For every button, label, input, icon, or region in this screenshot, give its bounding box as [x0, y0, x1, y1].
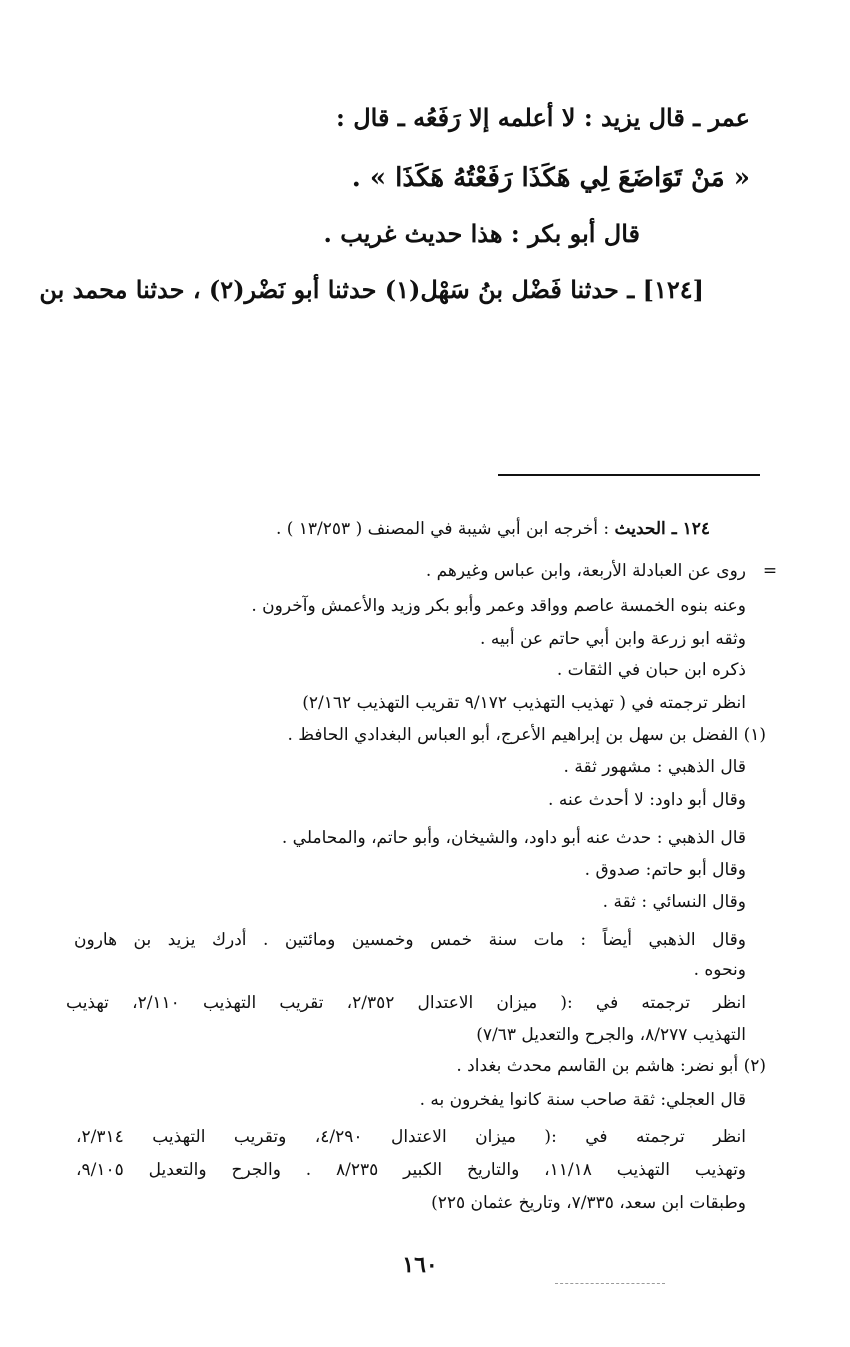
footnote-line-2: وعنه بنوه الخمسة عاصم وواقد وعمر وأبو بكر وزيد والأعمش وآخرون .: [251, 596, 746, 616]
hadith-quote-line: « مَنْ تَوَاضَعَ لِي هَكَذَا رَفَعْتُهُ هَكَذَا » .: [351, 163, 750, 193]
footnote-line-4: ذكره ابن حبان في الثقات .: [556, 660, 746, 680]
page-number: ١٦٠: [402, 1252, 438, 1278]
footnote-hadith-text: : أخرجه ابن أبي شيبة في المصنف ( ١٣/٢٥٣ ) .: [275, 519, 615, 539]
main-text-line-1: عمر ـ قال يزيد : لا أعلمه إلا رَفَعُه ـ قال :: [336, 103, 750, 132]
footnote-1-heading: (١) الفضل بن سهل بن إبراهيم الأعرج، أبو العباس البغدادي الحافظ .: [287, 725, 766, 745]
footnote-2-heading: (٢) أبو نضر: هاشم بن القاسم محدث بغداد .: [456, 1056, 766, 1076]
footnote-line-8: وقال أبو داود: لا أحدث عنه .: [548, 790, 746, 810]
footnote-line-19: وتهذيب التهذيب ١١/١٨، والتاريخ الكبير ٨/٢٣٥ . والجرح والتعديل ٩/١٠٥،: [76, 1160, 747, 1180]
footnote-line-14: انظر ترجمته في :( ميزان الاعتدال ٢/٣٥٢، تقريب التهذيب ٢/١١٠، تهذيب: [66, 993, 746, 1013]
footnote-line-11: وقال النسائي : ثقة .: [602, 892, 746, 912]
footnote-divider: [498, 474, 760, 476]
footnote-line-12: وقال الذهبي أيضاً : مات سنة خمس وخمسين ومائتين . أدرك يزيد بن هارون: [74, 930, 746, 950]
main-text-line-3: قال أبو بكر : هذا حديث غريب .: [323, 219, 640, 248]
footnote-line-3: وثقه ابو زرعة وابن أبي حاتم عن أبيه .: [480, 629, 746, 649]
footnote-line-15: التهذيب ٨/٢٧٧، والجرح والتعديل ٧/٦٣): [476, 1025, 746, 1045]
footnote-line-20: وطبقات ابن سعد، ٧/٣٣٥، وتاريخ عثمان ٢٢٥): [431, 1193, 746, 1213]
footnote-line-18: انظر ترجمته في :( ميزان الاعتدال ٤/٢٩٠، وتقريب التهذيب ٢/٣١٤،: [76, 1127, 746, 1147]
bottom-rule: [555, 1283, 665, 1284]
footnote-line-17: قال العجلي: ثقة صاحب سنة كانوا يفخرون به .: [419, 1090, 746, 1110]
footnote-line-5: انظر ترجمته في ( تهذيب التهذيب ٩/١٧٢ تقريب التهذيب ٢/١٦٢): [302, 693, 746, 713]
footnote-line-13: ونحوه .: [693, 960, 746, 980]
footnote-hadith-reference: [222, 514, 710, 544]
footnote-line-7: قال الذهبي : مشهور ثقة .: [563, 757, 746, 777]
footnote-hadith-label: ١٢٤ ـ الحديث: [614, 519, 710, 539]
main-text-line-4: [١٢٤] ـ حدثنا فَضْل بنُ سَهْل(١) حدثنا أبو نَضْر(٢) ، حدثنا محمد بن: [39, 275, 704, 304]
continuation-marker: =: [762, 561, 778, 581]
footnote-line-1: روى عن العبادلة الأربعة، وابن عباس وغيرهم .: [425, 561, 746, 581]
footnote-line-10: وقال أبو حاتم: صدوق .: [584, 860, 746, 880]
footnote-line-9: قال الذهبي : حدث عنه أبو داود، والشيخان، وأبو حاتم، والمحاملي .: [281, 828, 746, 848]
